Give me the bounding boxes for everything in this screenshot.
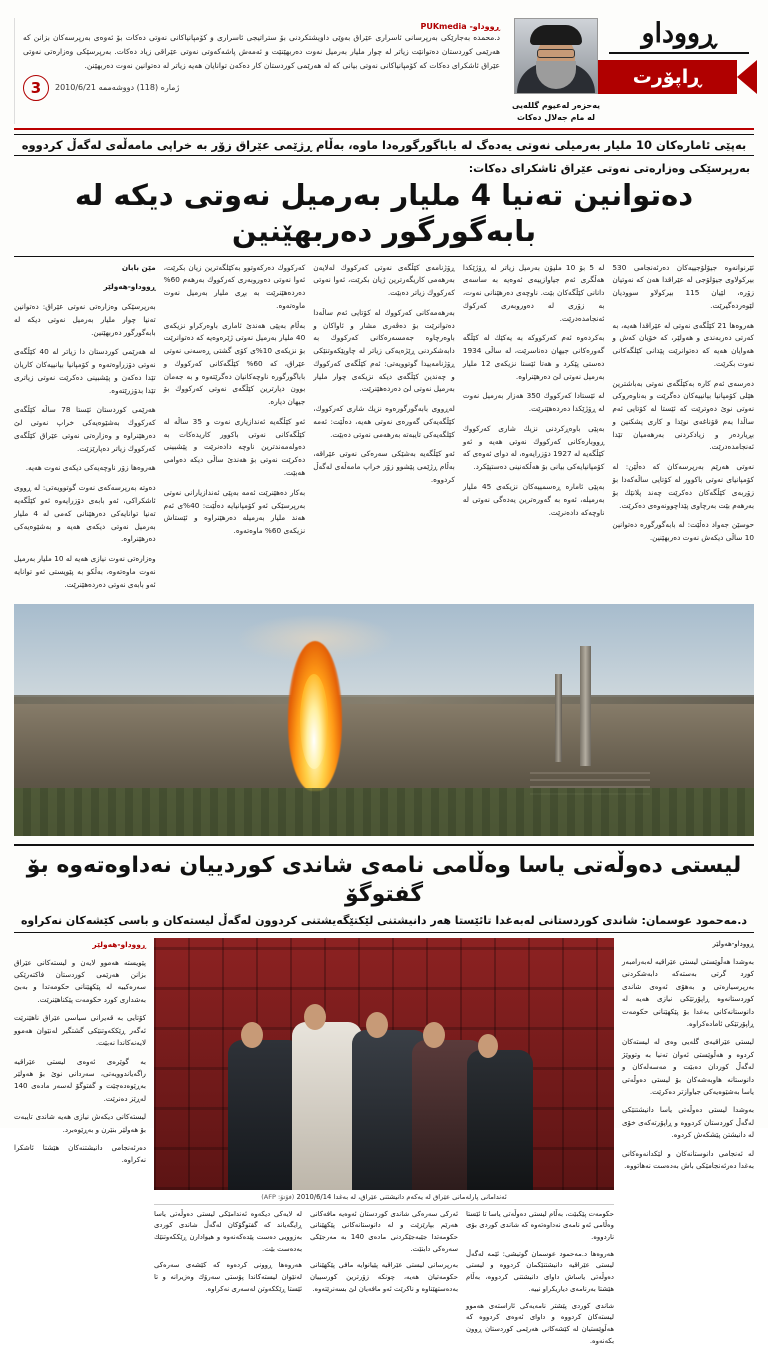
paragraph: لیسته‌كانى دیكه‌ش نیازى هه‌یه‌ شاندى تایبه‌ت بۆ هه‌ولێر بنێرن و به‌ڕێوه‌برد.: [14, 1112, 146, 1134]
portrait-column: [508, 18, 604, 124]
article1-column-3: [313, 262, 455, 599]
paragraph: له‌ ئێستادا كه‌ركووك 350 هه‌زار به‌رمیل نه‌وت له‌ ڕۆژێكدا ده‌رده‌هێنرێت.: [462, 391, 605, 414]
paragraph: به‌ڵام به‌پێى هه‌ندێ ئامارى باوه‌ركراو نزیكه‌ى 40 ملیار به‌رمیل نه‌وتى ژێره‌وه‌یه‌ كه‌ ده‌توانرێت بۆ نزیكه‌ى 10%ى كۆى گشتى ڕه‌سه‌نى نه‌وتى عێراق، كه‌ 60% كێڵگه‌كانى كه‌ركووك و باباگورگورە ناوچه‌كانیان ده‌گرێته‌وه‌ و به‌ جه‌مان بوون دیارترین كێڵگه‌ى نه‌وتى كه‌ركووك بۆ جیهان دیارە.: [163, 320, 306, 407]
paragraph: به‌پێى ئامارە ڕه‌سمییه‌كان نزیكه‌ى 45 ملیار به‌رمیله‌، ئه‌وه‌ به‌ گه‌وره‌ترین یه‌دەگى نه‌وتى له‌ ناوچه‌كه‌ دادەنرێت.: [462, 481, 605, 517]
paragraph: ئه‌ركى سه‌ره‌كى شاندى كوردستان ئه‌وه‌یه‌ مافه‌كانى هه‌رێم بپارێزێت و له‌ دانوستانه‌كانى پێكهێنانى حكومه‌تدا جێبه‌جێكردنى ماده‌ى 140 به‌ مه‌رجێكى سه‌ره‌كى دابنێت.: [310, 1209, 459, 1253]
person-head: [304, 1004, 326, 1030]
paragraph: به‌پێى باوه‌ڕكردنى نزیك شارى كه‌ركووك ڕووباره‌كانى كه‌ركووك نه‌وتى هه‌یه‌ و ئه‌و كێڵگه‌یه‌ له‌ 1927 دۆزرایه‌وه‌، له‌ دواى ئه‌وه‌ى كه‌ كۆمپانیایه‌كى بیانى بۆ هه‌ڵكه‌نینى ده‌ستپێكرد.: [462, 423, 605, 472]
chimney-stack-secondary: [555, 674, 562, 762]
paragraph: له‌ لایه‌كى دیكه‌وه‌ ئه‌ندامێكى لیستى ده‌وڵه‌تى یاسا ڕایگه‌یاند كه‌ گفتوگۆكان له‌گه‌ڵ شاندى كوردى به‌زوویى ده‌ست پێده‌كه‌نه‌وه‌ و هیوادارن ڕێككه‌وتنێك به‌ده‌ست بێت.: [154, 1209, 302, 1253]
newspaper-logo: ڕووداو: [641, 18, 717, 49]
masthead: [14, 18, 754, 130]
logo-divider: [609, 52, 749, 54]
paragraph: هه‌روه‌ها 21 كێڵگه‌ى نه‌وتى له‌ عێراقدا هه‌یه‌، به‌ كه‌رتى ده‌ربه‌ندى و هه‌ولێر، كه‌ خۆیان كه‌ش و هه‌وایان هه‌یه‌ كه‌ ده‌توانرێت پێدانى كێلگه‌كانى نه‌وت بكرێت.: [612, 320, 754, 368]
article2-photo-caption: [154, 1190, 614, 1205]
caption-credit: (فۆتۆ: AFP): [261, 1192, 295, 1201]
paragraph: له‌ 5 بۆ 10 ملیۆن به‌رمیل زیاتر له‌ ڕۆژێكدا هه‌ڵگرى ئه‌م جیاوازییه‌ى ئه‌وه‌یه‌ به‌ ساسه‌ى دانانى كێڵگه‌كان بێت. ناوچه‌ى ده‌رهێنانى نه‌وت، به‌ زۆرى له‌ ده‌وروبه‌رى كه‌ركوك ئه‌نجامدەدرێت.: [462, 262, 605, 323]
article1-kicker: به‌پێى ئامارەكان 10 ملیار به‌رمیلى نه‌وتى یه‌دەگ له‌ باباگورگورەدا ماوه‌، به‌ڵام ڕژێمى عێراق زۆر به‌ خراپى مامه‌ڵه‌ى له‌گه‌ڵ كردووه‌: [21, 138, 747, 152]
paragraph: ده‌رئه‌نجامى دانیشتنه‌كان هێشتا ئاشكرا نه‌كراوه‌.: [14, 1142, 146, 1165]
paragraph: به‌كرده‌وه‌ ئه‌م كه‌ركووكه‌ به‌ یه‌كێك له‌ كێڵگه‌ گه‌وره‌كانى جیهان ده‌ناسرێت، له‌ ساڵى 1934 ده‌ستى پێكرد و هه‌تا ئێستا نزیكه‌ى 12 ملیار به‌رمیل نه‌وتى لێ ده‌رهێنراوه‌.: [462, 333, 605, 381]
article1-subhead: به‌رپرسێكى وه‌زاره‌تى نه‌وتى عێراق ئاشكراى ده‌كات:: [468, 162, 750, 175]
paragraph: شاندى كوردى پێشتر نامه‌یه‌كى ئاراسته‌ى هه‌موو لیسته‌كان كردووه‌ و داواى ئه‌وه‌ى كردووه‌ كه‌ هه‌ڵوێستیان له‌ كێشه‌كانى هه‌رێمى كوردستان ڕوون بكه‌نه‌وه‌.: [466, 1301, 614, 1345]
paragraph: ئه‌و كێڵگه‌یه‌ ئه‌ندازیارى نه‌وت و 35 ساڵه‌ له‌ كێڵگه‌كانى نه‌وتى باكوور كاریده‌كات به‌ ده‌وله‌مه‌ندترین ناوچه‌ دادەنرێت و پێشبینى ده‌كرێت نه‌وتى بۆ هه‌ندێ ساڵى دیكه‌ ده‌وامى هه‌بێت.: [163, 416, 306, 477]
person-head: [478, 1034, 498, 1058]
arrow-left-icon: [737, 60, 757, 94]
paragraph: هه‌روه‌ها زۆر ناوچه‌یه‌كى دیكه‌ى نه‌وت هه‌یه‌.: [25, 463, 156, 473]
portrait-photo: [514, 18, 598, 94]
article1-column-4: [164, 262, 306, 599]
article2-left-column: [14, 938, 146, 1353]
glasses-icon: [537, 49, 575, 58]
article1-column-5: [14, 262, 156, 599]
paragraph: به‌رپرسێكى وه‌زاره‌تى نه‌وتى عێراق: ده‌توانین ته‌نیا چوار ملیار به‌رمیل نه‌وتى دیكه‌ له‌ بابه‌گورگور ده‌ربهێنین.: [14, 302, 156, 337]
article1-column-1: [612, 262, 754, 599]
section-banner-wrap: [597, 60, 761, 94]
paragraph: كه‌ركووك ده‌ركه‌وتوو به‌كێلگه‌ترین زیان بكرێت، ئه‌وا نه‌وتى ده‌وروبه‌رى كه‌ركووك به‌رهه‌م 60% ده‌رده‌هێنرێت به‌ بڕى ملیار به‌رمیل نه‌وت ماوه‌تەوه‌.: [163, 262, 306, 310]
caption-text: ئه‌ندامانى پارله‌مانى عێراق له‌ یه‌كه‌م دانیشتنى عێراق، له‌ به‌غدا 2010/6/14: [296, 1192, 507, 1201]
article2-center: [154, 938, 614, 1353]
paragraph: حوسێن جه‌واد ده‌ڵێت: له‌ بابه‌گورگورە ده‌توانین 10 ساڵى دیكه‌ش نه‌وت ده‌ربهێنین.: [612, 520, 754, 543]
article1-columns: [14, 256, 754, 599]
paragraph: لیستى عێراقیه‌ى گلەیى وه‌ى له‌ لیسته‌كان كردوه‌ و هه‌ڵوێستى ئه‌وان ته‌نیا به‌ وتووێژ له‌گه‌ڵ كوردان ده‌بێت و مه‌سه‌له‌كان و دانوستانه‌ هاوبه‌شه‌كان بۆ لیستى ده‌وڵه‌تى یاسا به‌شێوه‌یه‌كى جیاوازتر ده‌كرێت.: [622, 1037, 754, 1096]
portrait-caption-line1: یه‌حزه‌ر له‌عیوم گلله‌یی: [511, 101, 601, 110]
issue-info: ژماره‌ (118) دووشه‌ممه‌ 2010/6/21: [55, 83, 180, 93]
article2-bottom-columns: [154, 1205, 614, 1353]
article1-author-label: ڕووداو-هه‌ولێر: [103, 282, 156, 292]
article2-body: [14, 938, 754, 1353]
paragraph: به‌رهه‌مه‌كانى كه‌ركووك له‌ كۆتایى ئه‌م ساڵه‌دا ده‌توانرێت بۆ ده‌ڤه‌رى مشار و ئاواكان و باوه‌رچاوه‌ جه‌مسه‌ره‌كانى كه‌ركووك به‌ دابه‌شكردنى ڕێژه‌یه‌كى زیاتر له‌ چاوپێكه‌وتنێكى ڕۆژنامه‌ییدا گوتوویه‌تى: ئه‌م كێڵگه‌ى كه‌ركووك و چه‌ندین كێڵگه‌ى دیكه‌ نزیكه‌ى چوار ملیار به‌رمیل نه‌وتى لێ ده‌رده‌هێنرێت.: [313, 307, 455, 394]
paragraph: به‌رپرسانى لیستى عێراقیه‌ پێیانوایه‌ مافى پێكهێنانى حكومه‌تیان هه‌یه‌، چونكه‌ زۆرترین كورسییان به‌ده‌ستهێناوه‌ و ناكرێت ئه‌و مافه‌یان لێ بسه‌نرێته‌وه‌.: [310, 1261, 458, 1293]
article1-column-2: [463, 262, 605, 599]
person-head: [366, 1012, 388, 1038]
paragraph: به‌وشدا لیستى ده‌وڵه‌تى یاسا دانیشتنێكى له‌گه‌ڵ كوردستان كردووه‌ و ڕاپۆرته‌كه‌ى خۆى له‌ دانیشتن پێشكه‌ش كردوه‌.: [622, 1105, 754, 1140]
person-figure: [467, 1050, 533, 1190]
paragraph: پێویسته‌ هه‌موو لایه‌ن و لیسته‌كانى عێراق بزانن هه‌رێمى كوردستان فاكته‌رێكى سه‌ره‌كییه‌ له‌ پێكهێنانى حكومه‌تدا و به‌بێ به‌شدارى كورد حكومه‌ت پێكناهێنرێت.: [14, 957, 146, 1004]
article2-right-column: [622, 938, 754, 1353]
article2-photo: [154, 938, 614, 1190]
person-head: [241, 1022, 263, 1048]
paragraph: هه‌روه‌ها ڕوونى كرده‌وه‌ كه‌ كێشه‌ى سه‌ره‌كى له‌نێوان لیسته‌كاندا پۆستى سه‌رۆك وه‌زیرانه‌ و تا ئێستا ڕێككه‌وتن له‌سه‌رى نه‌كراوه‌.: [154, 1261, 302, 1293]
paragraph: نه‌وتى هه‌رێم به‌رپرسه‌كان كه‌ ده‌ڵێن: له‌ كۆمپانیاى نه‌وتى باكوور له‌ كۆتایى ساڵه‌كه‌دا بۆ زۆربه‌ى كێڵگه‌كان ده‌كرێت چه‌ند پلانێك بۆ به‌رهه‌م بێت به‌رچاوى پێداچوونه‌وه‌ى ده‌كرێت.: [612, 462, 754, 510]
paragraph: به‌وشدا هه‌ڵوێستى لیستى عێراقیه‌ له‌به‌رامبه‌ر كورد گرتى به‌سته‌كه‌ دابه‌شكردنى به‌رپرسیاره‌تى و به‌هۆى ئه‌وه‌ى شاندى كوردستانه‌وه‌ ڕاپۆرتێكى نیازى هه‌یه‌ له‌ دانوستانه‌كانى به‌غدا بۆ پێكهێنانى حكومه‌ت ڕاپۆرتێكى ئاماده‌كراوه‌.: [622, 956, 754, 1028]
article1-author: مێن بابان: [121, 262, 156, 272]
article2-top-rule: [14, 844, 754, 846]
paragraph: ئێرنوانه‌وه‌ جیۆلۆجییه‌كان ده‌رئه‌نجامى 530 بیركولاوى جیۆلۆجى له‌ عێراقدا هه‌ن كه‌ نه‌وتیان زۆره‌، لێیان 115 بیركولاو سوودیان لێوه‌ردەگیرێت.: [612, 262, 754, 310]
paragraph: ئه‌و كێڵگه‌یه‌ به‌شێكى سه‌ره‌كى نه‌وتى عێراقه‌، به‌ڵام ڕژێمى پێشوو زۆر خراپ مامه‌ڵه‌ى له‌گه‌ڵ كردووه‌.: [313, 449, 455, 484]
masthead-logo-block: [604, 18, 754, 124]
paragraph: به‌ گوێره‌ى ئه‌وه‌ى لیستى عێراقیه‌ راگه‌یاندوویه‌تى، سه‌ردانى نوێ بۆ هه‌ولێر به‌ڕێوه‌ده‌چێت و گفتوگۆ له‌سه‌ر ماده‌ى 140 له‌ڕێز ده‌نرێت.: [14, 1056, 146, 1103]
article2-left-label: ڕووداو-هه‌ولێر: [92, 939, 146, 949]
article2-bottom-column-1: [466, 1209, 614, 1353]
paragraph: وه‌زاره‌تى نه‌وت نیازى هه‌یه‌ له‌ 10 ملیار به‌رمیل نه‌وت ماوه‌ته‌وه‌، به‌ڵكو به‌ پێویستى ئه‌و توانایه‌ ئه‌و بابه‌ى نه‌وتى ده‌رده‌هێنرێت.: [14, 554, 156, 589]
person-head: [423, 1022, 445, 1048]
paragraph: هه‌رێمى كوردستان ئێستا 78 ساڵه‌ كێڵگه‌ى كه‌ركووك به‌شێوه‌یه‌كى خراپ نه‌وتى لێ ده‌رهێنراوه‌ و وه‌زاره‌تى نه‌وتى عێراق كێڵگه‌ى كه‌ركووك زیاتر ده‌پارێزێت.: [14, 405, 156, 453]
paragraph: له‌ ئه‌نجامى دانوستانه‌كان و لێكدانه‌وه‌كانى به‌غدا ده‌رئه‌نجامێكى باش به‌ده‌ست نه‌هاتووه‌.: [622, 1148, 754, 1171]
paragraph: له‌ڕووى بابه‌گورگورەوه‌ نزیك شارى كه‌ركووك، كێڵگه‌یه‌كى گه‌وره‌ى نه‌وتى هه‌یه‌، ده‌ڵێت: ئه‌مه‌ كێلگه‌یه‌كى تایبه‌ته‌ به‌رهه‌مى نه‌وتى ده‌بێت.: [313, 404, 455, 439]
paragraph: به‌كار دەهێنرێت ئه‌مه‌ به‌پێى ئه‌ندازیارانى نه‌وتى به‌رپرسێكى ئه‌و كۆمپانیایه‌ ده‌ڵێت: 40%ى ئه‌م هه‌ند ملیار به‌رمیله‌ ده‌رهێنراوه‌ و ئێستاش نزیكه‌ى 60% ماوه‌تەوه‌.: [163, 487, 306, 536]
paragraph: كۆتایى به‌ قه‌یرانى سیاسى عێراق ناهێنرێت ئه‌گه‌ر ڕێككه‌وتنێكى گشتگیر له‌نێوان هه‌موو لایه‌نه‌كاندا نه‌بێت.: [14, 1013, 146, 1048]
kicker-container: [14, 134, 754, 156]
photo-horizon: [14, 695, 754, 704]
masthead-byline: ڕووداو- PUKmedia: [420, 22, 500, 31]
article1-photo: [14, 604, 754, 836]
gas-flare-core: [300, 674, 328, 769]
article2-bottom-column-3: [154, 1209, 302, 1353]
paragraph: هه‌روه‌ها د.مه‌حمود عوسمان گوتیشى: ئێمه‌ له‌گه‌ڵ لیستى عێراقیه‌ دانیشتنێكمان كردووه‌ و لیستى ده‌وڵه‌تى یاساش داواى دانیشتنى كردووه‌، به‌ڵام هێشتا به‌رنامه‌ى دیاریكراو نییه‌.: [466, 1249, 614, 1293]
person-figure: [228, 1040, 302, 1190]
masthead-intro: د.محمده‌ بەجارێكى به‌رپرسانى ئاسرارى عێراق به‌وێى داویشتكردنى بۆ ستراتیجى ئاسرارى و كۆمپانیاكانى نه‌وتى دەكات بۆ ئه‌وه‌ى به‌رپرسه‌كان بزانن كه‌ هه‌رێمى كوردستان ده‌توانێت زیاتر له‌ چوار ملیار به‌رمیل نه‌وت دەربهێنێت و ئه‌مه‌ش پاشه‌كه‌وتى نه‌وتى عێراقى زیاد دەكات. به‌رپرسێكى وه‌زاره‌تى نه‌وتى عێراق ئاشكراى دەكات كه‌ كۆمپانیاكانى نه‌وتى بیانى كه‌ له‌ هه‌رێمى كوردستان كار ده‌كه‌ن توانایان هه‌یه‌ زیاتر له‌ ده‌توانین نه‌وت ده‌ربهێنن.: [23, 33, 500, 70]
article2-headline: لیستى ده‌وڵه‌تى یاسا وه‌ڵامى نامه‌ى شاندى كوردییان نه‌داوه‌ته‌وه‌ بۆ گفتوگۆ: [26, 853, 742, 907]
masthead-text-block: [14, 18, 508, 124]
issue-bar: [23, 73, 500, 101]
paragraph: حكومه‌ت پێكبێت، به‌ڵام لیستى ده‌وڵه‌تى یاسا تا ئێستا وه‌ڵامى ئه‌و نامه‌ى نه‌داوه‌ته‌وه‌ كه‌ شاندى كوردى بۆى ناردووه‌.: [466, 1209, 614, 1241]
section-banner: ڕاپۆرت: [597, 60, 737, 94]
chimney-stack: [580, 646, 591, 766]
article2-author-label: ڕووداو-هه‌ولێر: [712, 938, 754, 948]
article2-bottom-column-2: [310, 1209, 458, 1353]
paragraph: ده‌رسه‌ى ئه‌م كاره‌ به‌كێڵگه‌ى نه‌وتى به‌باشترین هێلى كۆمپانیا بیانییه‌كان ده‌گرێت و به‌ناوه‌روكى نه‌وتى نوێ ده‌وترێت كه‌ ئێستا له‌ كۆتایى ئه‌م ساڵدا به‌م قۆناغه‌ى نوێدا و كارى پشكنین و بڕیارده‌ر و زیادكردنى به‌رهه‌میان تێدا ئه‌نجامدەدرێت.: [612, 378, 754, 452]
portrait-caption: [502, 94, 610, 124]
article1-headline: ده‌توانین ته‌نیا 4 ملیار به‌رمیل نه‌وتى دیكه‌ له‌ بابه‌گورگور ده‌ربهێنین: [74, 178, 694, 249]
paragraph: ڕۆژنامه‌ى كێڵگه‌ى نه‌وتى كه‌ركووك له‌لایه‌ن به‌رهه‌مى كاریگه‌رترین ژیان بكرێت، ئه‌وا نه‌وتى كه‌ركووك زیاتر ده‌بێت.: [313, 262, 455, 298]
page-number: 3: [23, 75, 49, 101]
article2-subhead: د.مەحمود عوسمان: شاندى كوردستانى له‌به‌غدا تائێستا هه‌ر دانیشتنى لێكتێگه‌یشتنى كردوون له‌گه‌ڵ لیسته‌كان و باسى كێشه‌كان نه‌كراوه‌: [14, 914, 754, 933]
paragraph: ده‌وته‌ به‌رپرسه‌كه‌ى نه‌وت گوتوویه‌تى: له‌ ڕووى ئاشكراكى، ئه‌و بابه‌ى دۆزرایه‌وه‌ ئه‌و كێڵگه‌یه‌ ته‌نیا توانایه‌كى ده‌رهێنانى كه‌مى له‌ 4 ملیار به‌رمیل نه‌وتى دیكه‌ى هه‌یه‌ و به‌شێوه‌یه‌كى ده‌رهێنراوه‌.: [14, 483, 156, 544]
vegetation-strip: [14, 788, 754, 836]
portrait-caption-line2: له‌ مام جه‌لال دەكات: [516, 113, 596, 122]
paragraph: له‌ هه‌رێمى كوردستان دا زیاتر له‌ 40 كێڵگه‌ى نه‌وتى دۆزراوه‌ته‌وه‌ و كۆمپانیا بیانییه‌كان كاریان تێدا ده‌كه‌ن و پێشبینى ده‌كرێت نه‌وتى زیاترى تێدا بدۆزرێته‌وه‌.: [14, 347, 156, 395]
